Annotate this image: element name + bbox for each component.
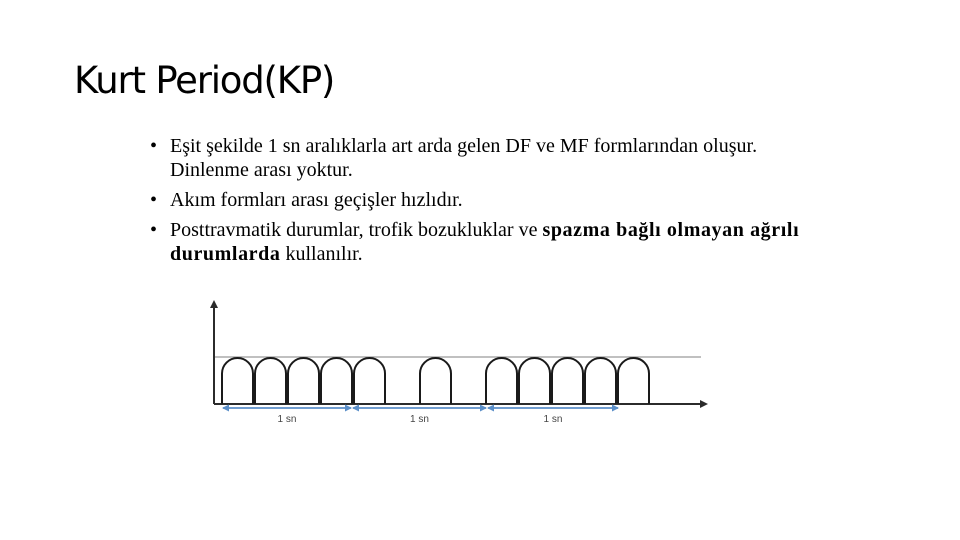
waveform-arches <box>222 358 649 404</box>
waveform-diagram <box>200 296 710 436</box>
bullet-text: Eşit şekilde 1 sn aralıklarla art arda gelen DF ve MF formlarından oluşur. Dinlenme arası yoktur. <box>170 135 758 181</box>
interval-label: 1 sn <box>410 414 429 425</box>
interval-label: 1 sn <box>543 414 563 425</box>
bullet-item <box>150 218 830 266</box>
interval-label: 1 sn <box>277 414 297 425</box>
bullet-item <box>150 188 830 212</box>
bullet-dot-icon: • <box>150 219 158 241</box>
bullet-dot-icon: • <box>150 189 158 211</box>
bullet-text-start: Posttravmatik durumlar, trofik bozukluklar ve <box>170 219 543 241</box>
bullet-list <box>150 134 830 272</box>
slide-title: Kurt Period(KP) <box>74 59 335 102</box>
bullet-dot-icon: • <box>150 135 158 157</box>
bullet-item <box>150 134 830 182</box>
waveform-svg <box>200 296 710 436</box>
bullet-text-bold: spazma bağlı olmayan ağrılı durumlarda <box>170 219 800 265</box>
bullet-text-end: kullanılır. <box>280 243 363 265</box>
bullet-text: Akım formları arası geçişler hızlıdır. <box>170 189 463 211</box>
